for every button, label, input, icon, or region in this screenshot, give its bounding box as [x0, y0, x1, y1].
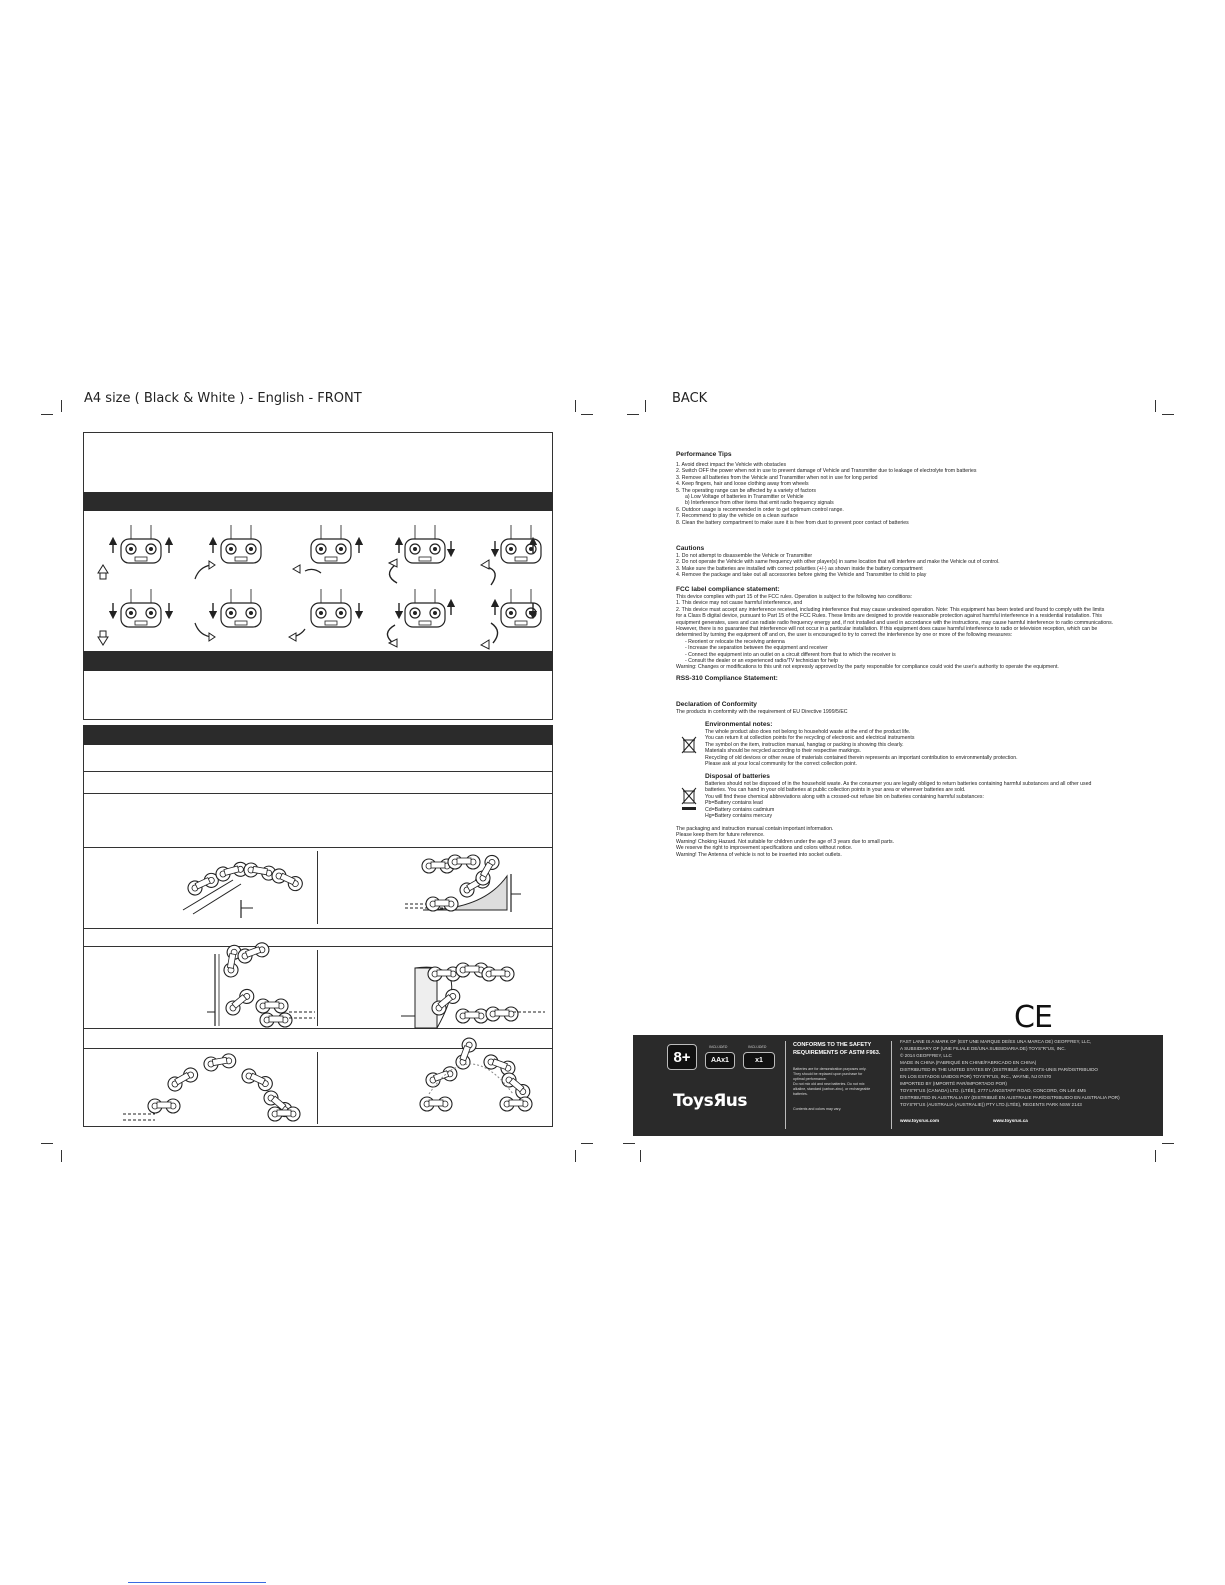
crop-mark — [623, 1143, 635, 1144]
small-print: Do not mix old and new batteries. Do not mix — [793, 1082, 865, 1086]
environmental-line: Please ask at your local community for the correct collection point. — [705, 761, 857, 768]
fcc-statement — [676, 586, 1156, 671]
tip-item: 1. Avoid direct impact the Vehicle with obstacles — [676, 462, 787, 468]
stunt-illustrations — [83, 848, 553, 1126]
controller-icon — [221, 589, 261, 627]
battery-label: INCLUDED — [709, 1045, 728, 1049]
crop-mark — [61, 1150, 62, 1162]
environmental-line: Materials should be recycled according to their respective markings. — [705, 748, 861, 755]
fcc-line: determined by turning the equipment off and on, the user is encouraged to try to correct the interference by one or more of the following measures: — [676, 632, 1013, 639]
crop-mark — [1155, 400, 1156, 412]
small-print: alkaline, standard (carbon-zinc), or rechargeable — [793, 1087, 871, 1091]
legal-line: © 2014 GEOFFREY, LLC — [900, 1053, 952, 1058]
environmental-title: Environmental notes: — [705, 721, 773, 728]
fcc-line: equipment generates, uses and can radiate radio frequency energy and, if not installed and used in accordance with the instructions, may cause harmful interference to radio communications. — [676, 619, 1114, 626]
battery-badge: x1 — [743, 1052, 775, 1069]
crop-mark — [1162, 414, 1174, 415]
fcc-line: 2. This device must accept any interference received, including interference that may cause undesired operation. Note: This equipment has been tested and found to comply with the limits — [676, 606, 1105, 613]
disposal-of-batteries — [705, 773, 1145, 819]
crop-mark — [575, 1150, 576, 1162]
crop-mark — [627, 414, 639, 415]
battery-label: INCLUDED — [748, 1045, 767, 1049]
controller-icon — [501, 589, 541, 627]
fcc-line: This device complies with part 15 of the FCC rules. Operation is subject to the following two conditions: — [676, 594, 913, 600]
tip-subitem: b) Interference from other items that emit radio frequency signals — [685, 500, 834, 507]
fcc-measure: - Connect the equipment into an outlet on a circuit different from that to which the receiver is — [685, 651, 896, 658]
crop-mark — [61, 400, 62, 412]
panel-divider — [785, 1041, 786, 1129]
back-page-header: BACK — [672, 391, 708, 406]
fcc-measure: - Increase the separation between the equipment and receiver — [685, 645, 828, 652]
controller-icon — [501, 525, 541, 563]
small-print: batteries. — [793, 1092, 808, 1096]
crop-mark — [640, 1150, 641, 1162]
small-print: They should be replaced upon purchase for — [793, 1072, 863, 1076]
batteries-title: Disposal of batteries — [705, 773, 770, 780]
closing-line: Please keep them for future reference. — [676, 832, 765, 839]
small-print: Batteries are for demonstration purposes only. — [793, 1067, 867, 1071]
batteries-line: Batteries should not be disposed of in the household waste. As the consumer you are legally obliged to return batteries containing harmful substances and all other used — [705, 781, 1092, 787]
controller-diagrams — [83, 511, 553, 651]
link-underline — [128, 1582, 266, 1583]
environmental-line: The whole product also does not belong to household waste at the end of the product life. — [705, 729, 911, 735]
fcc-line: for a Class B digital device, pursuant to Part 15 of the FCC Rules. These limits are designed to provide reasonable protection against harmful interference in a residential installation. This — [676, 613, 1102, 620]
small-print: optimal performance. — [793, 1077, 827, 1081]
legal-line: DISTRIBUTED IN THE UNITED STATES BY (DISTRIBUÉ AUX ÉTATS-UNIS PAR/DISTRIBUIDO — [900, 1067, 1098, 1072]
rss-statement — [676, 675, 778, 683]
fcc-line: 1. This device may not cause harmful interference, and — [676, 600, 803, 607]
legal-line: A SUBSIDIARY OF (UNE FILIALE DE/UNA SUBSIDIARIA DE) TOYS"R"US, INC. — [900, 1046, 1066, 1051]
contents-note: Contents and colors may vary. — [793, 1107, 842, 1111]
legal-line: TOYS"R"US (CANADA) LTD. (LTÉE), 2777 LANGSTAFF ROAD, CONCORD, ON L4K 4M5 — [900, 1088, 1086, 1093]
age-badge: 8+ — [667, 1044, 697, 1070]
performance-tips — [676, 451, 1136, 526]
battery-badge: AAx1 — [705, 1052, 735, 1069]
cautions-title: Cautions — [676, 545, 705, 552]
caution-item: 1. Do not attempt to disassemble the Vehicle or Transmitter — [676, 553, 813, 559]
controller-icon — [221, 525, 261, 563]
legal-line: MADE IN CHINA (FABRIQUÉ EN CHINE/FABRICADO EN CHINA) — [900, 1060, 1037, 1065]
fcc-line: However, there is no guarantee that interference will not occur in a particular installation. If this equipment does cause harmful interference to radio or television reception, which can be — [676, 626, 1098, 633]
declaration-text: The products in conformity with the requirement of EU Directive 1999/5/EC — [676, 709, 848, 715]
controller-icon — [405, 589, 445, 627]
controller-icon — [311, 525, 351, 563]
row-divider — [83, 793, 553, 794]
fcc-title: FCC label compliance statement: — [676, 586, 780, 593]
batteries-line: You will find these chemical abbreviations along with a crossed-out refuse bin on batteries containing harmful substances: — [705, 793, 984, 800]
tip-item: 8. Clean the battery compartment to make sure it is free from dust to prevent poor contact of batteries — [676, 519, 909, 526]
declaration-title: Declaration of Conformity — [676, 701, 757, 708]
environmental-line: You can return it at collection points for the recycling of electronic and electrical instruments — [705, 735, 915, 742]
row-divider — [83, 771, 553, 772]
caution-item: 2. Do not operate the Vehicle with same frequency with other player(s) in same location that will interfere and make the Vehicle out of control. — [676, 559, 1000, 566]
url-us[interactable]: www.toysrus.com — [900, 1118, 940, 1123]
tip-item: 3. Remove all batteries from the Vehicle and Transmitter when not in use for long period — [676, 474, 878, 481]
closing-notes — [676, 826, 1116, 858]
section-bar — [83, 725, 553, 745]
crop-mark — [41, 414, 53, 415]
crop-mark — [1155, 1150, 1156, 1162]
closing-line: Warning! The Antenna of vehicle is not to be inserted into socket outlets. — [676, 851, 842, 858]
batteries-line: batteries. You can hand in your old batteries at public collection points in your area or wherever batteries are sold. — [705, 787, 966, 794]
safety-title: REQUIREMENTS OF ASTM F963. — [793, 1050, 881, 1056]
tip-item: 7. Recommend to play the vehicle on a clean surface — [676, 513, 798, 520]
crop-mark — [41, 1143, 53, 1144]
controller-icon — [121, 525, 161, 563]
closing-line: We reserve the right to improvement specifications and colors without notice. — [676, 845, 853, 852]
batteries-line: Pb=Battery contains lead — [705, 800, 763, 807]
crop-mark — [645, 400, 646, 412]
closing-line: Warning! Choking Hazard. Not suitable for children under the age of 3 years due to small parts. — [676, 838, 895, 845]
batteries-line: Cd=Battery contains cadmium — [705, 806, 775, 813]
crossed-bin-icon — [681, 787, 697, 811]
fcc-measure: - Consult the dealer or an experienced radio/TV technician for help — [685, 658, 838, 665]
crop-mark — [581, 414, 593, 415]
environmental-notes — [705, 721, 1145, 767]
fcc-warning: Warning: Changes or modifications to this unit not expressly approved by the party responsible for compliance could void the user's authority to operate the equipment. — [676, 664, 1059, 671]
legal-line: DISTRIBUTED IN AUSTRALIA BY (DISTRIBUÉ EN AUSTRALIE PAR/DISTRIBUIDO EN AUSTRALIA POR) — [900, 1095, 1120, 1100]
tip-item: 4. Keep fingers, hair and loose clothing away from wheels — [676, 481, 809, 488]
crop-mark — [575, 400, 576, 412]
environmental-line: The symbol on the item, instruction manual, hangtag or packing is showing this clearly. — [705, 741, 904, 748]
legal-line: FAST LANE IS A MARK OF (EST UNE MARQUE DE/ES UNA MARCA DE) GEOFFREY, LLC, — [900, 1039, 1092, 1044]
rss-title: RSS-310 Compliance Statement: — [676, 675, 778, 682]
tip-item: 6. Outdoor usage is recommended in order to get optimum control range. — [676, 506, 844, 513]
controller-icon — [405, 525, 445, 563]
brand-logo: ToysЯus — [673, 1091, 748, 1111]
safety-title: CONFORMS TO THE SAFETY — [793, 1042, 872, 1048]
ce-mark: CE — [1014, 1000, 1052, 1035]
controller-icon — [311, 589, 351, 627]
performance-tips-title: Performance Tips — [676, 451, 732, 458]
tip-item: 2. Switch OFF the power when not in use to prevent damage of Vehicle and Transmitter due to leakage of electrolyte from batteries — [676, 468, 977, 475]
tip-subitem: a) Low Voltage of batteries in Transmitter or Vehicle — [685, 494, 804, 501]
declaration-of-conformity — [676, 701, 848, 715]
section-bar — [83, 492, 553, 511]
legal-line: IMPORTED BY (IMPORTÉ PAR/IMPORTADO POR) — [900, 1081, 1007, 1086]
crop-mark — [581, 1143, 593, 1144]
front-page-header: A4 size ( Black & White ) - English - FRONT — [84, 391, 362, 406]
caution-item: 3. Make sure the batteries are installed with correct polarities (+/-) as shown inside the battery compartment — [676, 565, 923, 572]
fcc-measure: - Reorient or relocate the receiving antenna — [685, 638, 785, 645]
url-ca[interactable]: www.toysrus.ca — [993, 1118, 1028, 1123]
section-bar — [83, 651, 553, 671]
legal-line: EN LOS ESTADOS UNIDOS POR) TOYS"R"US, INC., WAYNE, NJ 07470 — [900, 1074, 1052, 1079]
panel-divider — [891, 1041, 892, 1129]
cautions — [676, 545, 1136, 579]
batteries-line: Hg=Battery contains mercury — [705, 813, 773, 820]
crossed-bin-icon — [681, 736, 697, 754]
legal-panel — [633, 1035, 1163, 1136]
tip-item: 5. The operating range can be affected by a variety of factors — [676, 487, 816, 494]
crop-mark — [1162, 1143, 1174, 1144]
caution-item: 4. Remove the package and take out all accessories before giving the Vehicle and Transmitter to child to play — [676, 572, 927, 579]
legal-line: TOYS"R"US (AUSTRALIA (AUSTRALIE)) PTY LTD.(LTÉE), REGENTS PARK NSW 2143 — [900, 1102, 1082, 1107]
closing-line: The packaging and instruction manual contain important information. — [676, 826, 834, 832]
environmental-line: Recycling of old devices or other reuse of materials contained therein represents an important contribution to environmentally protection. — [705, 754, 1018, 761]
controller-icon — [121, 589, 161, 627]
